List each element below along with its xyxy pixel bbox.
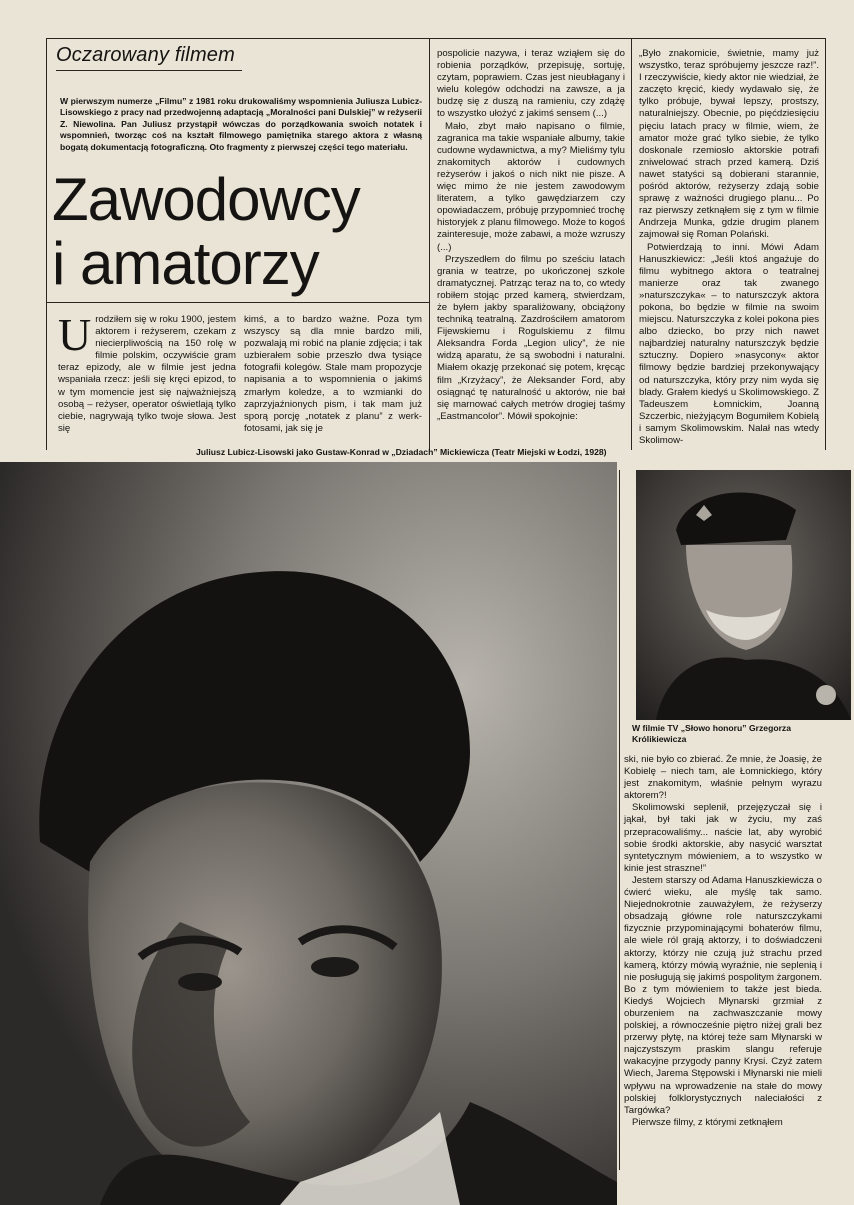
body-paragraph: „Było znakomicie, świetnie, mamy już wszystko, teraz spróbujemy jeszcze raz!”. I rzeczywiście, kiedy aktor nie wiedział, że zaczęto kręcić, kiedy wydawało się, że tylko próbuje, bywał lepszy, prostszy, naturalniejszy. Obecnie, po pięćdziesięciu pięciu latach pracy w filmie, wiem, że amator może grać tylko siebie, że tylko doskonale rzemiosło aktorskie potrafi zniwelować strach przed kamerą. Dziś nawet statyści są dobierani starannie, pośród aktorów, reżyserzy zdają sobie sprawę z ważności drugiego planu... Po raz pierwszy zetknąłem się z tym w filmie Andrzeja Munka, gdzie drugim planem zajmował się Roman Polański.	[639, 48, 819, 241]
column-rule-1	[429, 38, 430, 450]
headline-divider	[46, 302, 429, 303]
body-paragraph: Pierwsze filmy, z którymi zetknąłem	[632, 1116, 783, 1128]
section-title-underline	[56, 70, 242, 71]
column-rule-2	[631, 38, 632, 450]
body-paragraph: Mało, zbyt mało napisano o filmie, zagranica ma takie wspaniałe albumy, takie cudowne wydawnictwa, a my? Mieliśmy tylu znakomitych aktorów i cudownych reżyserów i jakoś o nich nikt nie pisze. A więc mimo że nie jestem zawodowym literatem, a tylko gawędziarzem czy opowiadaczem, próbuję przypomnieć trochę historyjek z planu filmowego. Może to kogoś zainteresuje, może zabawi, a może wzruszy (...)	[437, 120, 625, 253]
drop-cap: U	[58, 309, 92, 360]
body-column-2-text: kimś, a to bardzo ważne. Poza tym wszyscy są dla mnie bardzo mili, pozwalają mi robić na planie zdjęcia; i tak uzbierałem sobie przeszło dwa tysiące fotografii kolegów. Stale mam propozycje napisania a to wspomnienia o jakimś zmarłym koledze, a to wzmianki do zaprzyjaźnionych pism, i tak mam już sporą porcję „notatek z planu” z werk-fotosami, jak się je	[244, 314, 422, 434]
body-paragraph: pospolicie nazywa, i teraz wziąłem się do robienia porządków, przepisuję, sortuję, czytam, poprawiem. Czas jest nieubłagany i wielu kolegów odchodzi na zawsze, a ja budzę się z duszą na ramieniu, czy zdążę to wszystko ułożyć z jakimś sensem (...)	[437, 48, 625, 120]
left-frame-rule	[46, 38, 47, 450]
body-column-3	[437, 48, 625, 423]
inset-photo-caption: W filmie TV „Słowo honoru” Grzegorza Królikiewicza	[632, 723, 791, 744]
body-paragraph: Przyszedłem do filmu po sześciu latach grania w teatrze, po ukończonej szkole dramatycznej. Patrząc teraz na to, co wtedy robiłem stojąc przed kamerą, stwierdzam, że byłem jakby sparaliżowany, obciążony techniką teatralną. Zazdrościłem amatorom Fijewskiemu i Rogulskiemu z filmu Aleksandra Forda „Legion ulicy”, że nie widzą aparatu, że są swobodni i naturalni. Miałem okazję przekonać się potem, kręcąc film „Krzyżacy”, że Aleksander Ford, aby osiągnąć tę naturalność u aktorów, nie bał się marnować całych metrów drogiej taśmy „Eastmancolor”. Mówił spokojnie:	[437, 253, 625, 422]
section-title: Oczarowany filmem	[56, 44, 235, 66]
body-column-1	[58, 309, 236, 435]
body-column-2	[244, 314, 422, 435]
body-column-5	[624, 754, 822, 1129]
body-paragraph: Jestem starszy od Adama Hanuszkiewicza o ćwierć wieku, ale myślę tak samo. Niejednokrotnie zauważyłem, że reżyserzy obsadzają główne role naturszczykami fizycznie przypominającymi bohaterów filmu, ale wiele ról grają aktorzy, i to doświadczeni aktorzy, którzy nie czują już strachu przed kamerą, którzy mówią wyraźnie, nie seplenią i nie posługują się jakimś pospolitym żargonem. Bo z tym mówieniem to także jest bieda. Kiedyś Wojciech Młynarski grzmiał z oburzeniem na zachwaszczanie mowy polskiej, a równocześnie piętro niżej grali bez przerwy płytę, na której teże sam Młynarski w najczystszym praskim slangu referuje wakacyjne przygody panny Krysi. Czyż zatem Wiech, Jarema Stępowski i Młynarski nie mieli wpływu na wprowadzenie na stałe do mowy polskiej folklorystycznych naleciałości z Targówka?	[624, 874, 822, 1116]
inset-soldier-image	[636, 470, 851, 720]
headline-line-1: Zawodowcy	[52, 166, 360, 233]
main-photo-caption: Juliusz Lubicz-Lisowski jako Gustaw-Konrad w „Dziadach” Mickiewicza (Teatr Miejski w Łodzi, 1928)	[196, 447, 607, 457]
lead-paragraph: W pierwszym numerze „Filmu” z 1981 roku drukowaliśmy wspomnienia Juliusza Lubicz-Lisowskiego z pracy nad przedwojenną adaptacją „Moralności pani Dulskiej” w reżyserii Z. Niewolina. Pan Juliusz przystąpił wówczas do porządkowania swoich notatek i wspomnień, tworząc coś na kształt filmowego pamiętnika starego aktora z własną bogatą dokumentacją fotograficzną. Oto fragmenty z pierwszej części tego materiału.	[60, 96, 422, 152]
body-paragraph: Skolimowski seplenił, przejęzyczał się i jąkał, był taki jak w życiu, my zaś przepracowaliśmy... naście lat, aby wyrobić sobie środki aktorskie, aby nasycić warsztat syntetycznym mówieniem, a to wszystko w kinie jest straszne!”	[624, 802, 822, 874]
body-column-1-text: rodziłem się w roku 1900, jestem aktorem i reżyserem, czekam z niecierpliwością na 150 rolę w filmie polskim, oczywiście gram teraz epizody, ale w filmie jest jedna wspaniała rzecz: jeśli się kręci epizod, to w tym momencie jest się najważniejszą osobą – reżyser, operator oświetlają tylko ciebie, nagrywają tylko twoje słowa. Jest się	[58, 314, 236, 434]
right-frame-rule	[825, 38, 826, 450]
headline-line-2: i amatorzy	[52, 230, 319, 297]
body-column-4	[639, 48, 819, 447]
top-frame-rule	[46, 38, 826, 39]
inset-soldier-photo	[636, 470, 851, 720]
main-portrait-image	[0, 462, 617, 1205]
main-portrait-photo	[0, 462, 617, 1205]
article-headline	[52, 168, 360, 296]
column-rule-right-lower	[619, 470, 620, 1170]
body-paragraph: ski, nie było co zbierać. Że mnie, że Joasię, że Kobielę – niech tam, ale Łomnickiego, który jest znakomitym, właśnie pełnym wyrazu aktorem?!	[624, 754, 822, 802]
body-paragraph: Potwierdzają to inni. Mówi Adam Hanuszkiewicz: „Jeśli ktoś angażuje do filmu wybitnego aktora o teatralnej manierze oraz tak zwanego »naturszczyka« – to naturszczyk aktora pokona, bo będzie w filmie na swoim miejscu. Naturszczyka z kolei pokona pies albo dziecko, bo przy nich nawet najbardziej naturalny naturszczyk będzie sztuczny. Dopiero »nasycony« aktor filmowy będzie bardziej przekonywający od naturszczyka, który przy nim wyda się blady. Grałem kiedyś u Skolimowskiego. Z Tadeuszem Łomnickim, Joanną Szczerbic, nieżyjącym Bogumiłem Kobielą i samym Skolimowskim. Nalał nas wtedy Skolimow-	[639, 241, 819, 446]
